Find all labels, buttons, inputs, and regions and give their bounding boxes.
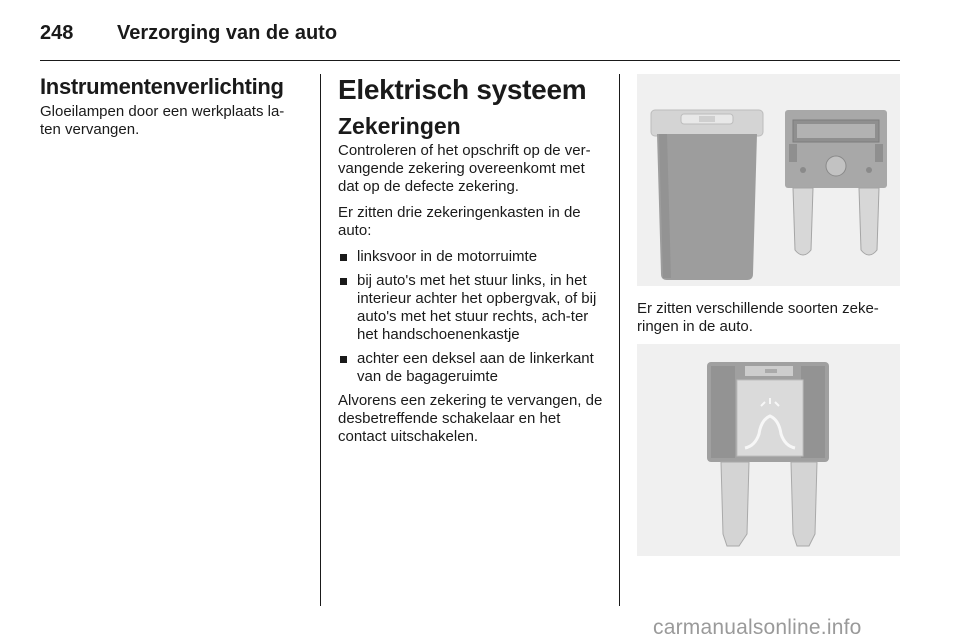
page-header — [40, 18, 337, 48]
mini-fuse-svg — [637, 344, 900, 556]
list-item — [338, 350, 604, 386]
mini-fuse-icon — [707, 362, 829, 546]
chapter-title: Verzorging van de auto — [117, 21, 338, 44]
maxi-fuse-icon — [651, 110, 763, 280]
column-right — [637, 74, 900, 556]
fuse-replace-warning-text: Alvorens een zekering te vervangen, de desbetreffende schakelaar en het contact uitschakelen. — [338, 392, 603, 445]
list-item — [338, 272, 604, 344]
list-item-text: bij auto's met het stuur links, in het interieur achter het opbergvak, of bij auto's met het stuur rechts, ach-ter het handschoenenkastje — [357, 272, 597, 343]
section-heading-instrument-lighting: Instrumentenverlichting — [40, 74, 284, 99]
site-watermark: carmanualsonline.info — [653, 616, 862, 639]
mini-fuse-illustration — [637, 344, 900, 556]
fuse-check-text: Controleren of het opschrift op de ver-vangende zekering overeenkomt met dat op de defecte zekering. — [338, 142, 591, 195]
page-number: 248 — [40, 21, 74, 44]
column-left — [40, 74, 304, 147]
section-heading-electrical-system: Elektrisch systeem — [338, 74, 587, 105]
fuse-box-intro-text: Er zitten drie zekeringenkasten in de auto: — [338, 204, 581, 239]
bullet-square-icon — [340, 356, 347, 363]
blade-fuse-icon — [785, 110, 887, 255]
instrument-lighting-text: Gloeilampen door een werkplaats la-ten vervangen. — [40, 103, 285, 138]
column-divider-right — [619, 74, 620, 606]
list-item — [338, 248, 604, 266]
bullet-square-icon — [340, 278, 347, 285]
fuse-types-caption: Er zitten verschillende soorten zeke-ringen in de auto. — [637, 300, 879, 335]
bullet-square-icon — [340, 254, 347, 261]
list-item-text: linksvoor in de motorruimte — [357, 248, 538, 265]
header-rule — [40, 60, 900, 61]
subheading-fuses: Zekeringen — [338, 113, 461, 139]
fuse-box-locations-list — [338, 248, 604, 386]
column-divider-left — [320, 74, 321, 606]
column-middle — [338, 74, 604, 454]
fuse-types-svg — [637, 74, 900, 286]
list-item-text: achter een deksel aan de linkerkant van de bagageruimte — [357, 350, 594, 385]
fuse-types-illustration — [637, 74, 900, 286]
